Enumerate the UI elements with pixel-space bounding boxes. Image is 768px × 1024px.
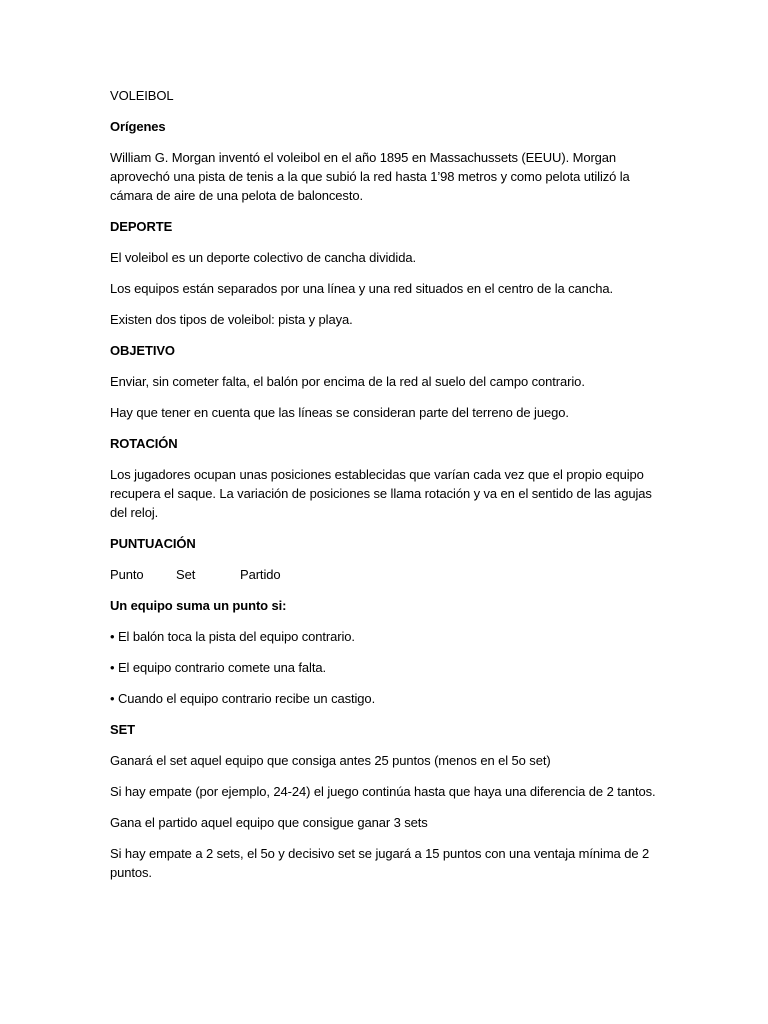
scoring-col-match: Partido	[240, 567, 281, 582]
paragraph-objective-1: Enviar, sin cometer falta, el balón por encima de la red al suelo del campo contrario.	[110, 374, 585, 389]
heading-point: Un equipo suma un punto si:	[110, 598, 287, 613]
document-title: VOLEIBOL	[110, 88, 174, 103]
heading-origins: Orígenes	[110, 119, 166, 134]
list-item: • El equipo contrario comete una falta.	[110, 660, 327, 675]
paragraph-sport-3: Existen dos tipos de voleibol: pista y playa.	[110, 312, 353, 327]
list-item: • Cuando el equipo contrario recibe un castigo.	[110, 691, 376, 706]
scoring-col-set: Set	[176, 567, 196, 582]
heading-rotation: ROTACIÓN	[110, 436, 178, 451]
paragraph-rotation: Los jugadores ocupan unas posiciones establecidas que varían cada vez que el propio equipo recupera el saque. La variación de posiciones se llama rotación y va en el sentido de las agujas del reloj.	[110, 467, 652, 520]
paragraph-set-2: Si hay empate (por ejemplo, 24-24) el juego continúa hasta que haya una diferencia de 2 tantos.	[110, 784, 656, 799]
paragraph-set-1: Ganará el set aquel equipo que consiga antes 25 puntos (menos en el 5o set)	[110, 753, 551, 768]
heading-objective: OBJETIVO	[110, 343, 175, 358]
paragraph-objective-2: Hay que tener en cuenta que las líneas se consideran parte del terreno de juego.	[110, 405, 569, 420]
scoring-row	[110, 565, 670, 584]
heading-sport: DEPORTE	[110, 219, 173, 234]
scoring-col-point: Punto	[110, 567, 144, 582]
paragraph-sport-1: El voleibol es un deporte colectivo de cancha dividida.	[110, 250, 416, 265]
paragraph-set-3: Gana el partido aquel equipo que consigue ganar 3 sets	[110, 815, 428, 830]
heading-scoring: PUNTUACIÓN	[110, 536, 196, 551]
document-page	[110, 86, 670, 894]
list-item: • El balón toca la pista del equipo contrario.	[110, 629, 355, 644]
paragraph-sport-2: Los equipos están separados por una línea y una red situados en el centro de la cancha.	[110, 281, 613, 296]
paragraph-set-4: Si hay empate a 2 sets, el 5o y decisivo set se jugará a 15 puntos con una ventaja mínima de 2 puntos.	[110, 846, 650, 880]
paragraph-origins: William G. Morgan inventó el voleibol en el año 1895 en Massachussets (EEUU). Morgan aprovechó una pista de tenis a la que subió la red hasta 1’98 metros y como pelota utilizó la cámara de aire de una pelota de baloncesto.	[110, 150, 630, 203]
point-list	[110, 627, 670, 708]
heading-set: SET	[110, 722, 135, 737]
